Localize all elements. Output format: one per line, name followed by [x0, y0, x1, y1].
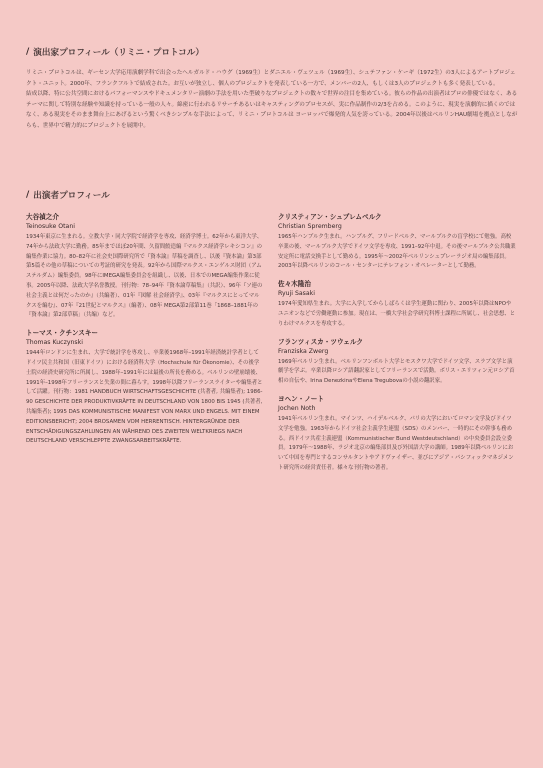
profile-otani [26, 212, 264, 321]
director-heading [26, 46, 204, 58]
profile-sasaki [278, 279, 516, 329]
person-name-en: Jochen Noth [278, 404, 316, 412]
person-name-ja: 大谷禎之介 [26, 213, 59, 221]
person-name-ja: ヨヘン・ノート [278, 394, 324, 403]
cast-heading [26, 189, 110, 201]
slash-mark-icon: / [26, 190, 30, 200]
director-heading-text: 演出家プロフィール（リミニ・プロトコル） [33, 48, 204, 58]
director-intro [26, 68, 520, 132]
person-name-en: Teinosuke Otani [26, 223, 75, 230]
slash-mark-icon: / [26, 47, 30, 57]
person-name-en: Christian Spremberg [278, 223, 342, 230]
person-name-ja: 佐々木隆治 [278, 280, 311, 289]
director-paragraph-2: 結成以降、特に公共空間におけるパフォーマンスやドキュメンタリー演劇の手法を用いた型破りなプロジェクトの数々で世界の注目を集めている。彼らの作品の出演者はプロの俳優ではなく、あるテーマに関して特別な経験や知識を持っている一般の人々。綿密に行われるリサーチあるいはキャスティングのプロセスが、実に作品制作の2/3を占める。このように、現実を演劇的に描くのではなく、ある現実をそのまま舞台上にあげるという驚くべきシンプルな手法によって、リミニ・プロトコルは ヨーロッパで爆発的人気を誇っている。2004年以後はベルリンHAU劇場を拠点としながらも、世界中で精力的にプロジェクトを展開中。 [26, 91, 518, 129]
person-bio: 1934年東京に生まれる。立教大学・同大学院で経済学を専攻、経済学博士。62年から東洋大学、74年から法政大学に勤務。85年までほぼ20年間、久留間鮫造編『マルクス経済学レキシコン』の編集作業に協力。80–82年に社会史国際研究所で『資本論』草稿を調査し、以後『資本論』第3部第5篇その他の草稿についての考証的研究を発表。92年から国際マルクス・エンゲルス財団（アムステルダム）編集委員。98年にIMEGA編集委員会を組織し、以後、日本でのMEGA編集作業に従事。2005年以降、法政大学名誉教授。刊行物：78–94年『資本論草稿集』（共訳）、96年『ソ連の社会主義とは何だったのか』（共編著）、01年『図解 社会経済学』、03年『マルクスにとってマルクスを編む』、07年『21世紀とマルクス』（編著）、08年 MEGA第2部第11巻「1868–1881年の『資本論』第2部草稿」（共編）など。 [26, 234, 263, 319]
cast-column-right [278, 212, 516, 481]
person-bio: 1974年愛知県生まれ。大学に入学してからしばらくは学生運動に関わり、2005年以降はNPOやユニオンなどで労働運動に参加。現在は、一橋大学社会学研究科博士課程に所属し、社会思想、とりわけマルクスを専攻する。 [278, 301, 516, 327]
person-name-en: Thomas Kuczynski [26, 339, 83, 347]
profile-zwerg [278, 337, 516, 387]
person-name-ja: トーマス・クチンスキー [26, 329, 99, 338]
cast-column-left [26, 212, 264, 454]
person-name-ja: クリスティアン・シュプレムベルク [278, 213, 382, 221]
profile-noth [278, 394, 516, 474]
profile-spremberg [278, 212, 516, 272]
person-bio: 1941年ベルリン生まれ。マインツ、ハイデルベルク、パリの大学においてロマン文学及びドイツ文学を勉強。1963年からドイツ社会主義学生連盟（SDS）のメンバー、一時的にその幹事も務める。西ドイツ共産主義連盟（Kommunistischer Bund Westdeutschland）の中央委員会設立委員。1979年〜1988年、ラジオ北京の編集部員及び外国語大学の講師。1989年以降ベルリンにおいて中国を専門とするコンサルタントやアドヴァイザー、並びにアジア・パシフィックマネジメント研究所の経営責任者。様々な刊行物の著者。 [278, 415, 514, 471]
cast-heading-text: 出演者プロフィール [33, 191, 110, 201]
person-bio: 1944年ロンドンに生まれ、大学で統計学を専攻し、卒業後1968年–1991年経済統計学者としてドイツ民主共和国（旧東ドイツ）における経済科大学（Hochschule für Ökonomie）、その後学士院の経済史研究所に所属し、1988年–1991年には最後の所長を務める。ベルリンの壁崩壊後、1991年–1998年フリーランスと失業の間に暮らす。1998年以降フリーランスライターや編集者として活躍。刊行物：1981 HANDBUCH WIRTSCHAFTSGESCHICHTE (共著者, 共編集者); 1986-90 GESCHICHTE DER PRODUKTIVKRÄFTE IN DEUTSCHLAND VON 1800 BIS 1945 (共著者, 共編集者); 1995 DAS KOMMUNISTISCHE MANIFEST VON MARX UND ENGELS. MIT EINEM EDITIONSBERICHT; 2004 BROSAMEN VOM HERRENTISCH. HINTERGRÜNDE DER ENTSCHÄDIGUNGSZAHLUNGEN AN WÄHREND DES ZWEITEN WELTKRIEGS NACH DEUTSCHLAND VERSCHLEPPTE ZWANGSARBEITSKRÄFTE. [26, 350, 263, 445]
person-name-en: Ryuji Sasaki [278, 290, 315, 298]
person-name-en: Franziska Zwerg [278, 347, 329, 355]
director-paragraph-1: リミニ・プロトコルは、ギーセン大学応用演劇学科で出会ったヘルガルド・ハウグ（1969生）とダニエル・ヴェツェル（1969生）、シュテファン・ケーギ（1972生）の3人によるアートプロジェクト・ユニット。2000年、フランクフルトで結成された。お互いが独立し、個人のプロジェクトを発表している一方で、メンバーの2人、もしくは3人のプロジェクトも多く発表している。 [26, 70, 516, 87]
person-name-ja: フランツィスカ・ツウェルク [278, 337, 363, 346]
person-bio: 1965年ハンブルク生まれ。ハンブルグ、フリードベルク、マールブルクの盲学校にて勉強。高校卒業の後、マールブルク大学でドイツ文学を専攻、1991–92年中退。その後マールブルク公共職業安定所に電話交換手として勤める。1995年〜2002年ベルリンシュプレーラジオ局の編集部員。2003年以降ベルリンのコール・センターにテレフォン・オペレーターとして勤務。 [278, 234, 516, 270]
profile-kuczynski [26, 328, 264, 447]
person-bio: 1969年ベルリン生まれ。ベルリンフンボルト大学とモスクワ大学でドイツ文学、スラブ文学と演劇学を学ぶ。卒業以降ロシア語翻訳家としてフリーランスで活動。ボリス・エリツィン元ロシア首相の自伝や、Irina DenezkinaやElena Tregubovaの小説の翻訳家。 [278, 358, 515, 385]
